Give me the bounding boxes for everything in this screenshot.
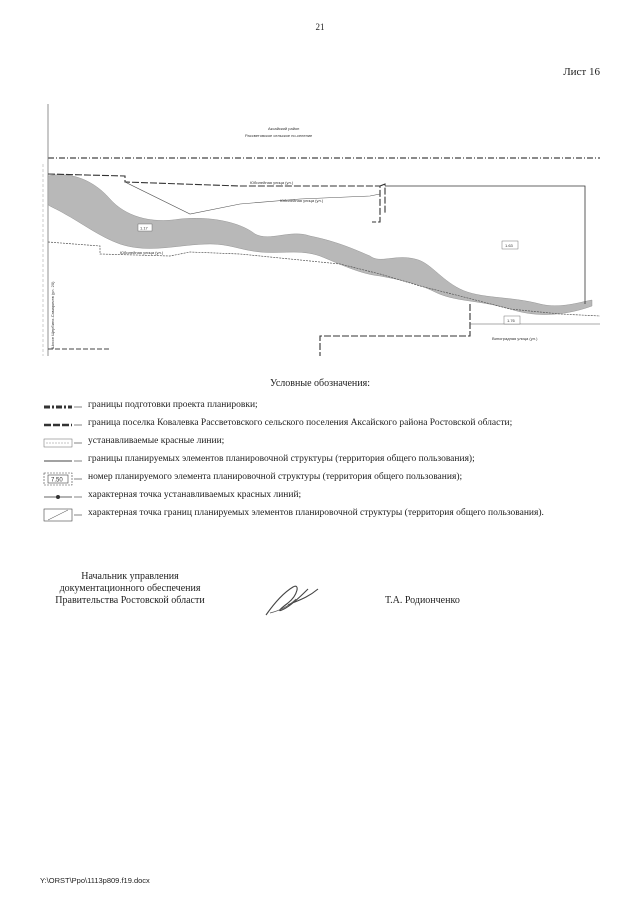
- element-boundary-symbol: [42, 454, 82, 468]
- red-line-symbol: [42, 436, 82, 450]
- planning-map: [40, 104, 605, 356]
- road-label: Шоссе Щербино-Самаричев (ул. 20): [50, 281, 55, 349]
- signer-position: Начальник управления документационного обеспечения Правительства Ростовской области: [55, 571, 205, 606]
- red-line-point-symbol: [42, 490, 82, 504]
- legend-item: характерная точка границ планируемых элементов планировочной структуры (территория общего пользования).: [42, 508, 602, 522]
- footer-file-path: Y:\ORST\Ppo\1113p809.f19.docx: [40, 876, 150, 885]
- legend-item: границы планируемых элементов планировочной структуры (территория общего пользования);: [42, 454, 602, 468]
- street-label-2: Юбилейная улица (ул.): [280, 198, 324, 203]
- legend: [42, 400, 602, 526]
- element-label-3: 1.76: [507, 318, 515, 323]
- red-line-north: [125, 182, 380, 214]
- handwritten-signature: [258, 575, 328, 625]
- settlement-boundary-symbol: [42, 418, 82, 432]
- project-boundary-symbol: [42, 400, 82, 414]
- street-label-1: Юбилейная улица (ул.): [250, 180, 294, 185]
- page-number: 21: [315, 22, 325, 32]
- element-label-1: 1.17: [140, 225, 148, 231]
- legend-title: Условные обозначения:: [269, 378, 370, 389]
- map-settlement-label: Рассветовское сельское по-селение: [245, 133, 313, 138]
- legend-item: граница поселка Ковалевка Рассветовского сельского поселения Аксайского района Ростовской области;: [42, 418, 602, 432]
- element-label-2: 1.63: [505, 243, 513, 248]
- legend-item: устанавливаемые красные линии;: [42, 436, 602, 450]
- street-label-3: Юбилейная улица (ул.): [120, 250, 164, 255]
- street-label-4: Виноградная улица (ул.): [492, 336, 538, 341]
- signer-name: Т.А. Родионченко: [385, 595, 460, 606]
- legend-item: 7.50 номер планируемого элемента планировочной структуры (территория общего пользования);: [42, 472, 602, 486]
- legend-item: границы подготовки проекта планировки;: [42, 400, 602, 414]
- map-district-label: Аксайский район: [268, 126, 300, 131]
- element-number-symbol: [42, 472, 82, 486]
- element-point-symbol: [42, 508, 82, 522]
- svg-text:7.50: 7.50: [51, 477, 63, 484]
- legend-item: характерная точка устанавливаемых красных линий;: [42, 490, 602, 504]
- sheet-label: Лист 16: [563, 66, 600, 78]
- settlement-boundary-south: [320, 304, 470, 356]
